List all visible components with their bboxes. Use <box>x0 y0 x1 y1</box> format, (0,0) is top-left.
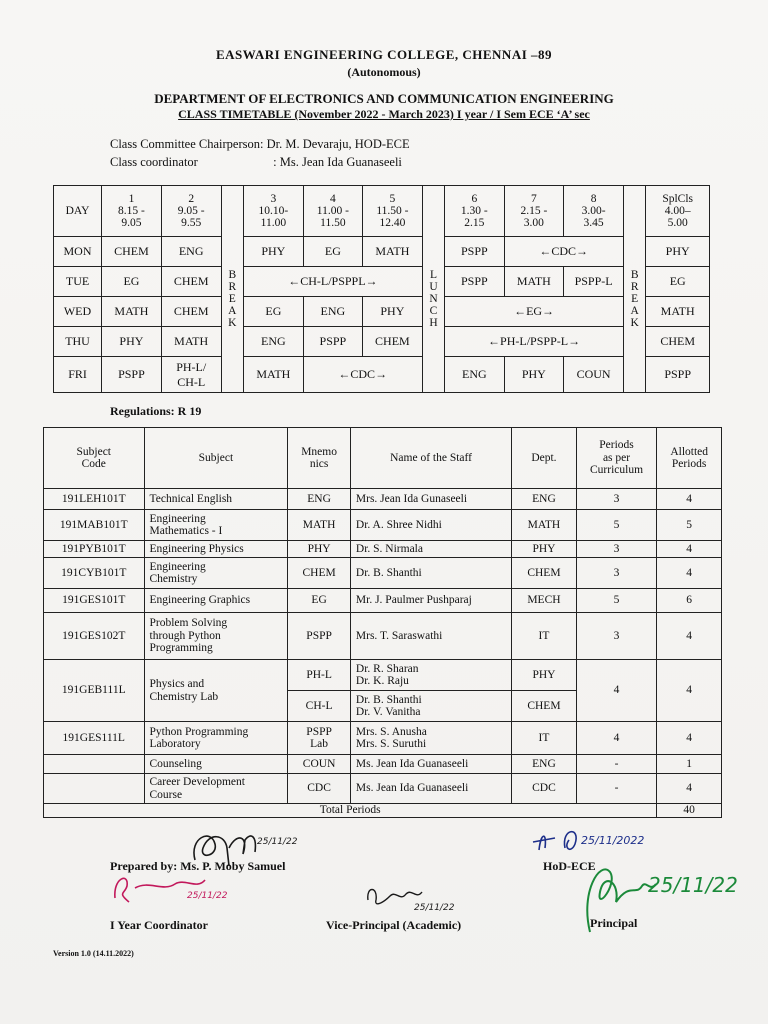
period-header: 3 10.10- 11.00 <box>244 186 304 237</box>
slot-cell: ←PH-L/PSPP-L→ <box>445 327 624 357</box>
regulations-label: Regulations: R 19 <box>110 404 202 418</box>
coordinator-date: 25/11/22 <box>187 891 228 901</box>
period-header: 1 8.15 - 9.05 <box>102 186 162 237</box>
total-row <box>44 804 722 818</box>
slot-cell: MATH <box>161 327 221 357</box>
slot-cell: CHEM <box>646 327 710 357</box>
coordinator-line <box>110 155 402 170</box>
slot-cell: PH-L/ CH-L <box>161 357 221 393</box>
coordinator-label: I Year Coordinator <box>110 918 208 932</box>
slot-cell: ←CDC→ <box>504 237 623 267</box>
day-cell: TUE <box>54 267 102 297</box>
slot-cell: MATH <box>102 297 162 327</box>
hod-label: HoD-ECE <box>543 859 596 873</box>
slot-cell: ENG <box>244 327 304 357</box>
slot-cell: PHY <box>102 327 162 357</box>
slot-cell: MATH <box>244 357 304 393</box>
prepared-by-label: Prepared by: Ms. P. Moby Samuel <box>110 859 286 873</box>
slot-cell: ENG <box>303 297 362 327</box>
period-header: 7 2.15 - 3.00 <box>504 186 564 237</box>
table-row: 191MAB101T Engineering Mathematics - I MATH Dr. A. Shree Nidhi MATH 5 5 <box>44 510 722 541</box>
slot-cell: CHEM <box>102 237 162 267</box>
slot-cell: EG <box>102 267 162 297</box>
day-cell: THU <box>54 327 102 357</box>
principal-label: Principal <box>590 916 638 930</box>
slot-cell: PSPP <box>102 357 162 393</box>
chairperson-line <box>110 137 410 152</box>
timetable-row-tue <box>54 267 710 297</box>
table-row: Counseling COUN Ms. Jean Ida Guanaseeli ENG - 1 <box>44 755 722 774</box>
slot-cell: PSPP-L <box>564 267 624 297</box>
period-header: 2 9.05 - 9.55 <box>161 186 221 237</box>
day-cell: WED <box>54 297 102 327</box>
col-header-allotted: Allotted Periods <box>657 428 722 489</box>
day-header: DAY <box>54 186 102 237</box>
table-row: 191GES101T Engineering Graphics EG Mr. J. Paulmer Pushparaj MECH 5 6 <box>44 589 722 613</box>
period-header: 6 1.30 - 2.15 <box>445 186 504 237</box>
slot-cell: MATH <box>363 237 423 267</box>
table-row: 191GES111L Python Programming Laboratory PSPP Lab Mrs. S. Anusha Mrs. S. Suruthi IT 4 4 <box>44 722 722 755</box>
table-row: 191CYB101T Engineering Chemistry CHEM Dr. B. Shanthi CHEM 3 4 <box>44 558 722 589</box>
slot-cell: MATH <box>504 267 564 297</box>
slot-cell: EG <box>646 267 710 297</box>
col-header-mnemonics: Mnemo nics <box>288 428 351 489</box>
slot-cell: PHY <box>244 237 304 267</box>
hod-date: 25/11/2022 <box>581 834 645 847</box>
coordinator-signature <box>105 862 245 912</box>
timetable-row-fri <box>54 357 710 393</box>
col-header-code: Subject Code <box>44 428 145 489</box>
col-header-staff: Name of the Staff <box>350 428 511 489</box>
lunch-column: L U N C H <box>422 186 444 393</box>
prepared-date: 25/11/22 <box>257 837 298 847</box>
slot-cell: MATH <box>646 297 710 327</box>
day-cell: FRI <box>54 357 102 393</box>
table-row: CH-L Dr. B. Shanthi Dr. V. Vanitha CHEM <box>44 691 722 722</box>
total-value: 40 <box>657 804 722 818</box>
subjects-table <box>43 427 722 818</box>
slot-cell: PSPP <box>445 267 504 297</box>
department-title: DEPARTMENT OF ELECTRONICS AND COMMUNICATION ENGINEERING <box>154 91 614 106</box>
vice-principal-date: 25/11/22 <box>414 903 455 913</box>
slot-cell: PSPP <box>303 327 362 357</box>
slot-cell: COUN <box>564 357 624 393</box>
table-row: 191GEB111L Physics and Chemistry Lab PH-L Dr. R. Sharan Dr. K. Raju PHY 4 4 <box>44 660 722 691</box>
slot-cell: EG <box>303 237 362 267</box>
col-header-subject: Subject <box>144 428 288 489</box>
vice-principal-signature <box>360 878 490 918</box>
slot-cell: ←CDC→ <box>303 357 422 393</box>
vice-principal-label: Vice-Principal (Academic) <box>326 918 462 932</box>
table-row: 191LEH101T Technical English ENG Mrs. Jean Ida Gunaseeli ENG 3 4 <box>44 489 722 510</box>
subjects-header-row <box>44 428 722 489</box>
timetable-header-row <box>54 186 710 237</box>
day-cell: MON <box>54 237 102 267</box>
slot-cell: PSPP <box>445 237 504 267</box>
table-row: Career Development Course CDC Ms. Jean Ida Guanaseeli CDC - 4 <box>44 774 722 804</box>
timetable-row-wed <box>54 297 710 327</box>
break-column-2: B R E A K <box>623 186 645 393</box>
slot-cell: ENG <box>161 237 221 267</box>
timetable-title: CLASS TIMETABLE (November 2022 - March 2023) I year / I Sem ECE ‘A’ sec <box>178 107 590 121</box>
slot-cell: PHY <box>363 297 423 327</box>
special-class-header: SplCls 4.00– 5.00 <box>646 186 710 237</box>
slot-cell: ENG <box>445 357 504 393</box>
slot-cell: ←CH-L/PSPPL→ <box>244 267 423 297</box>
period-header: 5 11.50 - 12.40 <box>363 186 423 237</box>
col-header-periods: Periods as per Curriculum <box>576 428 657 489</box>
break-column-1: B R E A K <box>221 186 243 393</box>
timetable-grid <box>53 185 710 393</box>
table-row: 191PYB101T Engineering Physics PHY Dr. S. Nirmala PHY 3 4 <box>44 541 722 558</box>
table-row: 191GES102T Problem Solving through Python Programming PSPP Mrs. T. Saraswathi IT 3 4 <box>44 613 722 660</box>
slot-cell: EG <box>244 297 304 327</box>
slot-cell: CHEM <box>161 267 221 297</box>
autonomous-label: (Autonomous) <box>347 65 421 79</box>
chairperson-label: Class Committee Chairperson: <box>110 137 264 151</box>
version-label: Version 1.0 (14.11.2022) <box>53 949 134 958</box>
coordinator-label: Class coordinator <box>110 155 198 169</box>
slot-cell: PHY <box>504 357 564 393</box>
coordinator-value: : Ms. Jean Ida Guanaseeli <box>273 155 402 169</box>
timetable-row-thu <box>54 327 710 357</box>
principal-date: 25/11/22 <box>648 873 738 897</box>
chairperson-value: Dr. M. Devaraju, HOD-ECE <box>266 137 410 151</box>
timetable-row-mon <box>54 237 710 267</box>
slot-cell: ←EG→ <box>445 297 624 327</box>
total-label: Total Periods <box>44 804 657 818</box>
slot-cell: CHEM <box>161 297 221 327</box>
college-name: EASWARI ENGINEERING COLLEGE, CHENNAI –89 <box>215 47 553 62</box>
period-header: 4 11.00 - 11.50 <box>303 186 362 237</box>
slot-cell: PSPP <box>646 357 710 393</box>
slot-cell: CHEM <box>363 327 423 357</box>
col-header-dept: Dept. <box>512 428 577 489</box>
period-header: 8 3.00- 3.45 <box>564 186 624 237</box>
slot-cell: PHY <box>646 237 710 267</box>
